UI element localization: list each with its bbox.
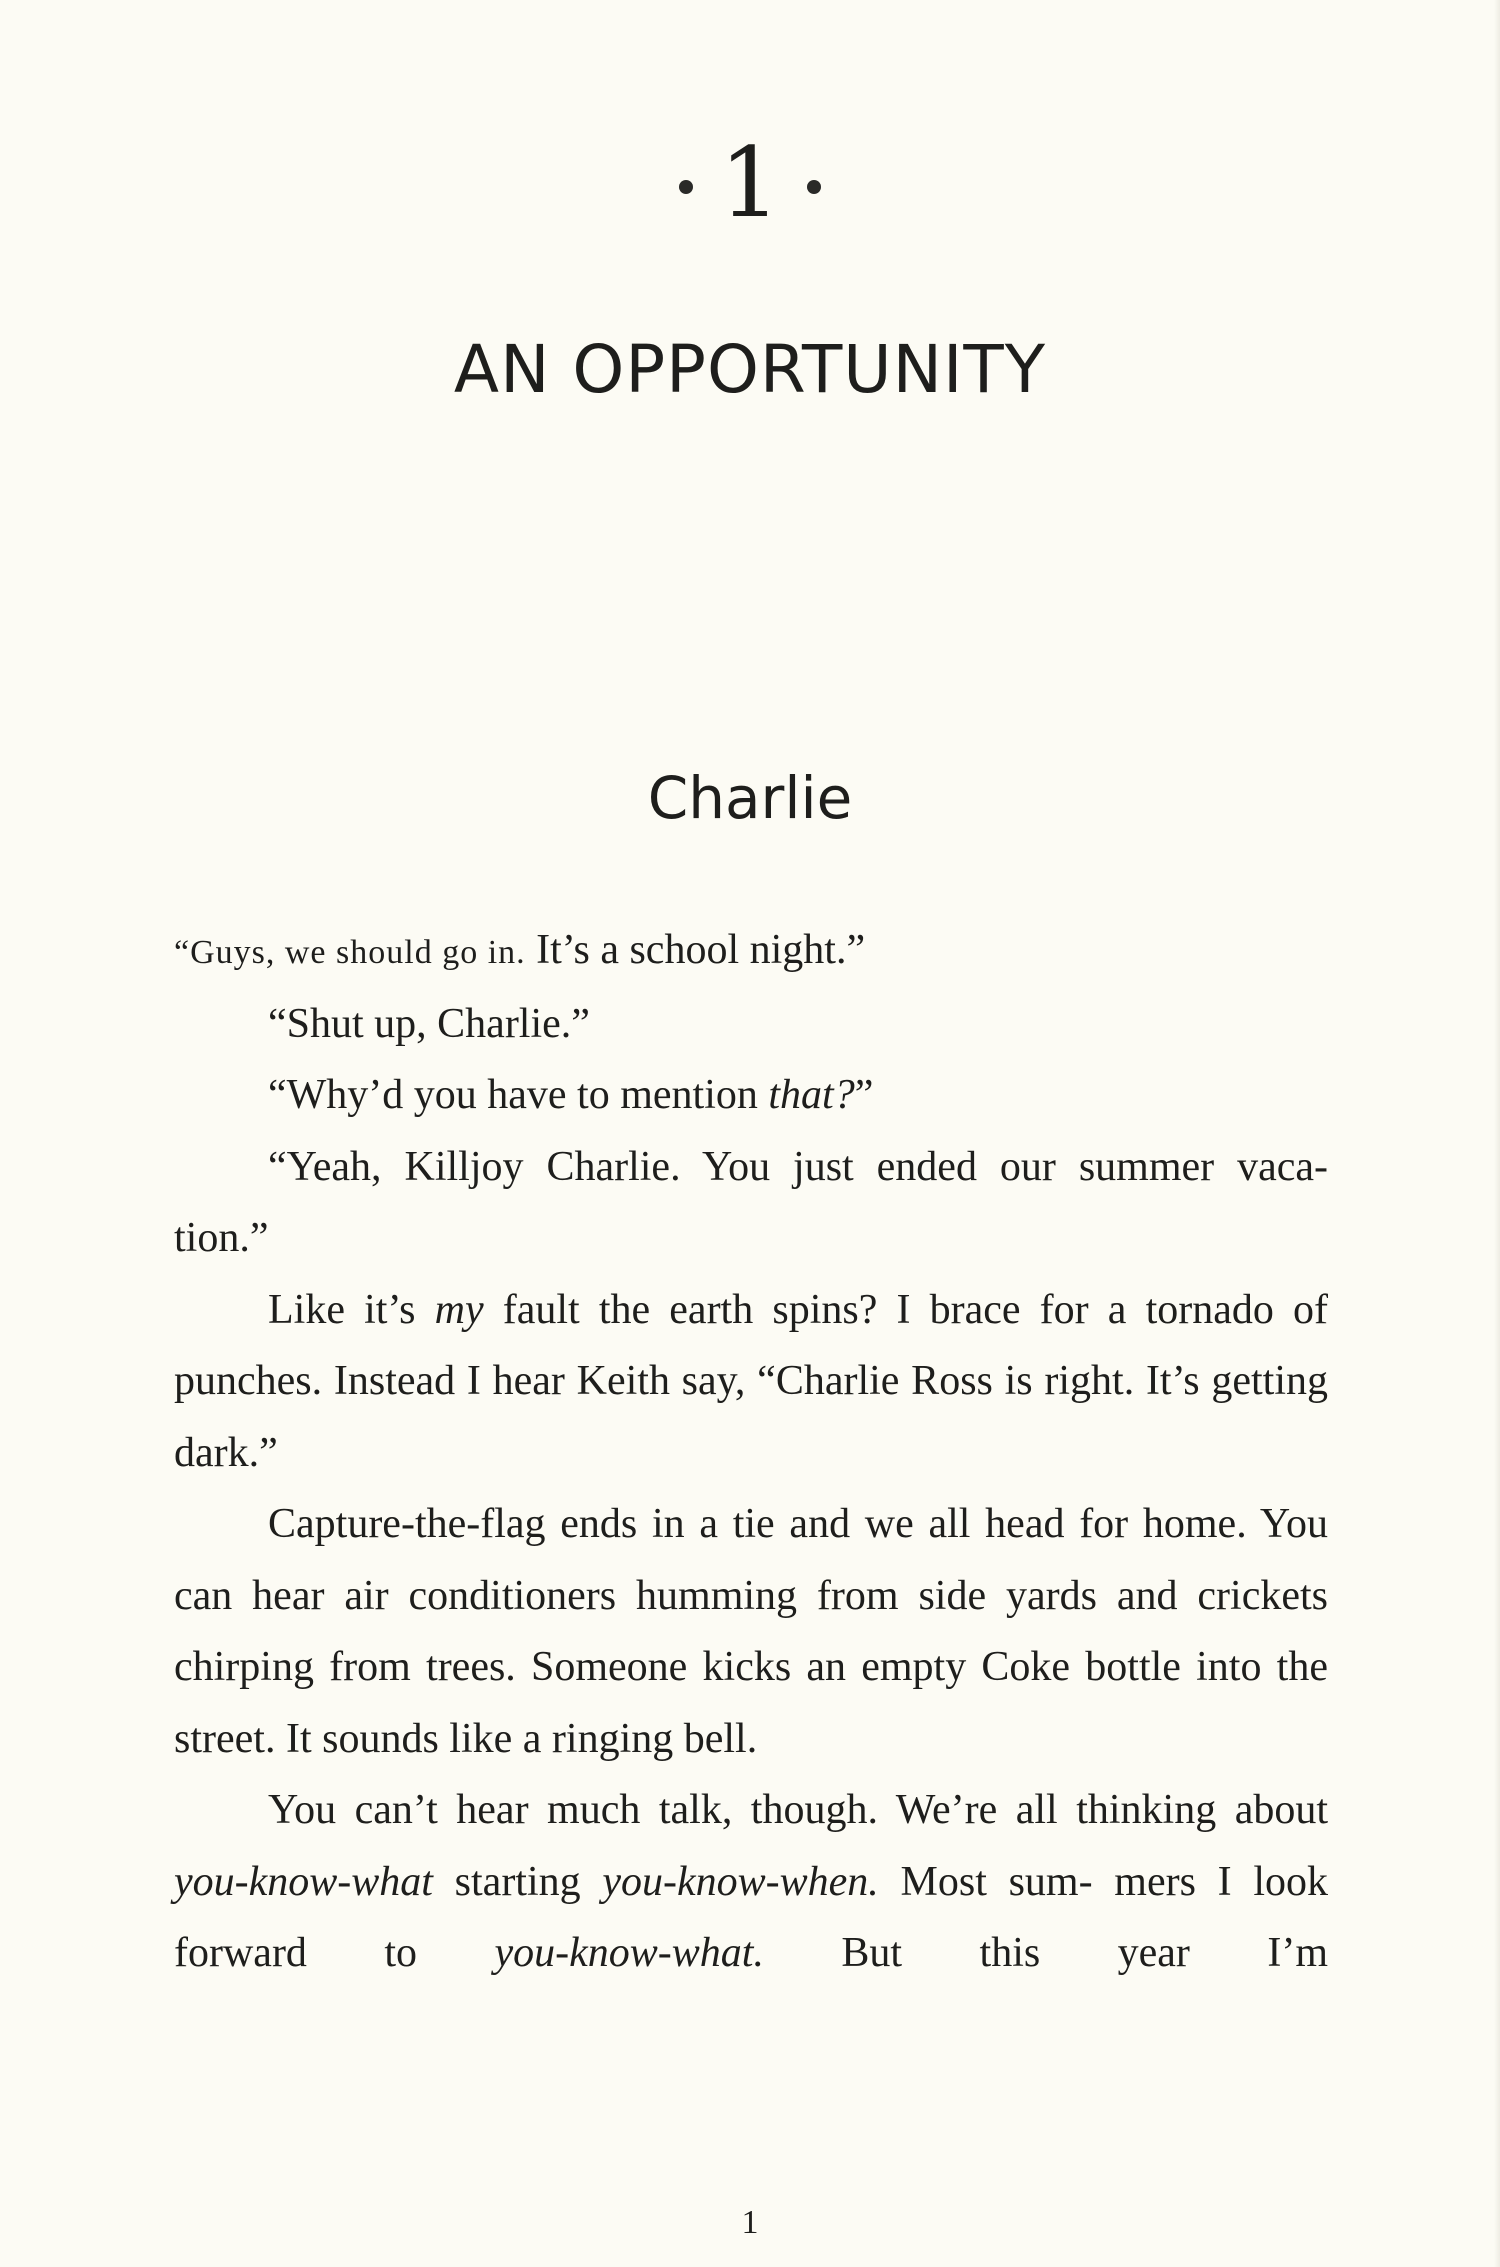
chapter-number [0,128,1500,238]
paragraph-text: fault the earth spins? I brace for a tornado of punches. Instead I hear Keith say, “Charlie Ross is right. It’s getting dark.” [174,1286,1328,1476]
paragraph-text: You can’t hear much talk, though. We’re all thinking about [268,1787,1328,1833]
small-caps-lead: “Guys, we should go in. [174,934,526,971]
paragraph: Capture-the-flag ends in a tie and we all head for home. You can hear air conditioners humming from side yards and crickets chirping from trees. Someone kicks an empty Coke bottle into the street. It sounds like a ringing bell. [174,1501,1328,1762]
paragraph [174,1775,1328,1990]
emphasis: you-know-when. [602,1858,879,1905]
emphasis: my [434,1286,484,1333]
emphasis: that? [768,1072,855,1118]
paragraph: “Yeah, Killjoy Charlie. You just ended our summer vaca- tion.” [174,1143,1328,1261]
paragraph [174,915,1328,989]
paragraph [174,1060,1328,1132]
paragraph-text: Most sum- mers I look forward to [174,1858,1329,1976]
paragraph-text: starting [432,1858,603,1905]
paragraph-text: ” [854,1072,874,1118]
emphasis: you-know-what [174,1858,433,1905]
chapter-title: AN OPPORTUNITY [453,331,1047,408]
narrator-heading: Charlie [647,764,853,832]
paragraph-text: But this year I’m [763,1930,1329,1976]
chapter-number-text: 1 [719,127,781,239]
page-number: 1 [741,2204,759,2241]
paragraph: “Shut up, Charlie.” [268,1000,590,1047]
body-text [174,915,1328,1990]
paragraph-text: Like it’s [268,1286,435,1333]
bullet-dot-icon [679,180,693,194]
emphasis: you-know-what. [494,1930,764,1976]
paragraph-text: It’s a school night.” [525,927,866,973]
paragraph [174,1275,1328,1490]
paragraph-text: “Why’d you have to mention [268,1072,769,1118]
bullet-dot-icon [807,180,821,194]
